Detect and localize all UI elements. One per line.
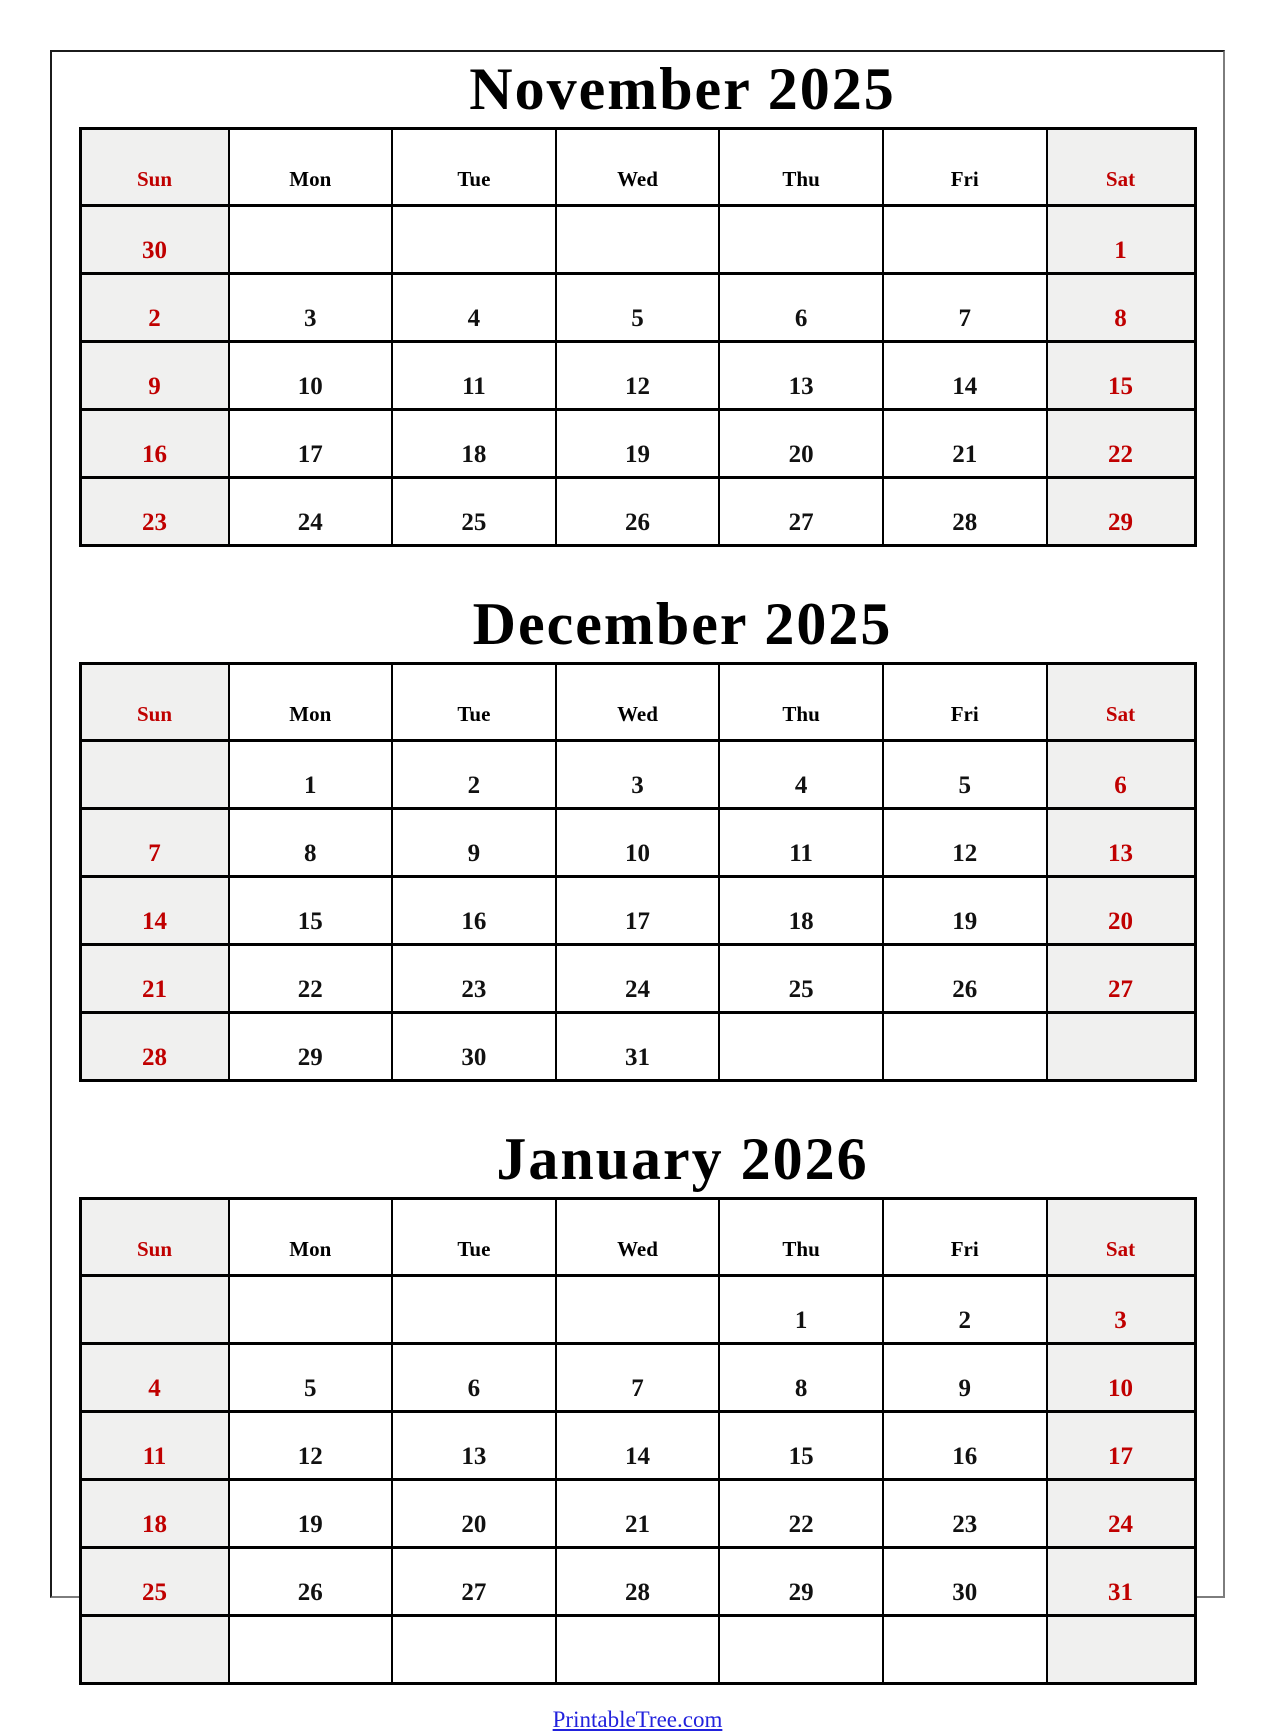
empty-day-cell <box>1047 1013 1196 1081</box>
day-cell-12: 12 <box>883 809 1047 877</box>
empty-day-cell <box>229 206 393 274</box>
footer-link[interactable]: PrintableTree.com <box>552 1707 723 1732</box>
week-row <box>80 478 1195 546</box>
day-cell-29: 29 <box>719 1548 883 1616</box>
day-cell-18: 18 <box>392 410 556 478</box>
day-cell-27: 27 <box>392 1548 556 1616</box>
day-cell-15: 15 <box>229 877 393 945</box>
day-cell-22: 22 <box>719 1480 883 1548</box>
empty-day-cell <box>556 206 720 274</box>
week-row <box>80 206 1195 274</box>
weekday-header-tue: Tue <box>392 129 556 206</box>
day-cell-29: 29 <box>229 1013 393 1081</box>
empty-day-cell <box>1047 1616 1196 1684</box>
day-cell-24: 24 <box>229 478 393 546</box>
empty-day-cell <box>719 1616 883 1684</box>
day-cell-19: 19 <box>883 877 1047 945</box>
calendar-title-december-2025: December 2025 <box>472 591 893 657</box>
empty-day-cell <box>556 1616 720 1684</box>
empty-day-cell <box>556 1276 720 1344</box>
week-row <box>80 1013 1195 1081</box>
day-cell-20: 20 <box>1047 877 1196 945</box>
day-cell-4: 4 <box>719 741 883 809</box>
day-cell-12: 12 <box>556 342 720 410</box>
weekday-header-fri: Fri <box>883 1199 1047 1276</box>
day-cell-31: 31 <box>1047 1548 1196 1616</box>
day-cell-10: 10 <box>1047 1344 1196 1412</box>
day-cell-2: 2 <box>80 274 229 342</box>
day-cell-23: 23 <box>883 1480 1047 1548</box>
week-row <box>80 945 1195 1013</box>
weekday-header-wed: Wed <box>556 1199 720 1276</box>
day-cell-23: 23 <box>80 478 229 546</box>
day-cell-6: 6 <box>392 1344 556 1412</box>
day-cell-21: 21 <box>556 1480 720 1548</box>
weekday-header-sat: Sat <box>1047 1199 1196 1276</box>
day-cell-1: 1 <box>229 741 393 809</box>
weekday-header-sun: Sun <box>80 1199 229 1276</box>
day-cell-28: 28 <box>883 478 1047 546</box>
week-row <box>80 1548 1195 1616</box>
weekday-header-sat: Sat <box>1047 129 1196 206</box>
empty-day-cell <box>80 1616 229 1684</box>
empty-day-cell <box>80 1276 229 1344</box>
week-row <box>80 342 1195 410</box>
day-cell-30: 30 <box>392 1013 556 1081</box>
calendar-title-november-2025: November 2025 <box>469 56 896 122</box>
weekday-header-sun: Sun <box>80 664 229 741</box>
day-cell-7: 7 <box>883 274 1047 342</box>
weekday-header-mon: Mon <box>229 1199 393 1276</box>
weekday-header-mon: Mon <box>229 129 393 206</box>
day-cell-9: 9 <box>80 342 229 410</box>
week-row <box>80 1276 1195 1344</box>
day-cell-22: 22 <box>229 945 393 1013</box>
day-cell-18: 18 <box>719 877 883 945</box>
week-row <box>80 1616 1195 1684</box>
week-row <box>80 1412 1195 1480</box>
day-cell-26: 26 <box>229 1548 393 1616</box>
week-row <box>80 1344 1195 1412</box>
day-cell-13: 13 <box>719 342 883 410</box>
day-cell-10: 10 <box>556 809 720 877</box>
day-cell-24: 24 <box>1047 1480 1196 1548</box>
weekday-header-wed: Wed <box>556 664 720 741</box>
day-cell-21: 21 <box>80 945 229 1013</box>
day-cell-9: 9 <box>883 1344 1047 1412</box>
calendar-november-2025 <box>52 58 1223 547</box>
day-cell-25: 25 <box>80 1548 229 1616</box>
week-row <box>80 410 1195 478</box>
day-cell-8: 8 <box>719 1344 883 1412</box>
day-cell-4: 4 <box>80 1344 229 1412</box>
day-cell-17: 17 <box>556 877 720 945</box>
day-cell-2: 2 <box>883 1276 1047 1344</box>
weekday-header-fri: Fri <box>883 664 1047 741</box>
weekday-header-row <box>80 1199 1195 1276</box>
day-cell-13: 13 <box>392 1412 556 1480</box>
weekday-header-tue: Tue <box>392 1199 556 1276</box>
day-cell-29: 29 <box>1047 478 1196 546</box>
weekday-header-thu: Thu <box>719 1199 883 1276</box>
day-cell-4: 4 <box>392 274 556 342</box>
empty-day-cell <box>229 1616 393 1684</box>
weekday-header-thu: Thu <box>719 129 883 206</box>
empty-day-cell <box>719 1013 883 1081</box>
day-cell-13: 13 <box>1047 809 1196 877</box>
day-cell-9: 9 <box>392 809 556 877</box>
calendar-table-january-2026 <box>79 1197 1197 1685</box>
day-cell-5: 5 <box>556 274 720 342</box>
empty-day-cell <box>392 206 556 274</box>
day-cell-17: 17 <box>1047 1412 1196 1480</box>
day-cell-16: 16 <box>392 877 556 945</box>
empty-day-cell <box>392 1276 556 1344</box>
day-cell-11: 11 <box>80 1412 229 1480</box>
week-row <box>80 741 1195 809</box>
day-cell-19: 19 <box>556 410 720 478</box>
day-cell-24: 24 <box>556 945 720 1013</box>
day-cell-21: 21 <box>883 410 1047 478</box>
weekday-header-row <box>80 129 1195 206</box>
day-cell-11: 11 <box>392 342 556 410</box>
day-cell-1: 1 <box>719 1276 883 1344</box>
weekday-header-fri: Fri <box>883 129 1047 206</box>
day-cell-1: 1 <box>1047 206 1196 274</box>
calendar-table-december-2025 <box>79 662 1197 1082</box>
weekday-header-wed: Wed <box>556 129 720 206</box>
day-cell-27: 27 <box>1047 945 1196 1013</box>
week-row <box>80 877 1195 945</box>
day-cell-15: 15 <box>1047 342 1196 410</box>
day-cell-3: 3 <box>229 274 393 342</box>
day-cell-22: 22 <box>1047 410 1196 478</box>
day-cell-14: 14 <box>556 1412 720 1480</box>
week-row <box>80 809 1195 877</box>
day-cell-5: 5 <box>883 741 1047 809</box>
day-cell-15: 15 <box>719 1412 883 1480</box>
day-cell-17: 17 <box>229 410 393 478</box>
day-cell-26: 26 <box>556 478 720 546</box>
day-cell-12: 12 <box>229 1412 393 1480</box>
day-cell-20: 20 <box>719 410 883 478</box>
week-row <box>80 1480 1195 1548</box>
empty-day-cell <box>883 1616 1047 1684</box>
day-cell-19: 19 <box>229 1480 393 1548</box>
day-cell-31: 31 <box>556 1013 720 1081</box>
calendar-december-2025 <box>52 593 1223 1082</box>
weekday-header-thu: Thu <box>719 664 883 741</box>
day-cell-10: 10 <box>229 342 393 410</box>
day-cell-27: 27 <box>719 478 883 546</box>
empty-day-cell <box>883 206 1047 274</box>
day-cell-25: 25 <box>392 478 556 546</box>
day-cell-14: 14 <box>883 342 1047 410</box>
day-cell-6: 6 <box>1047 741 1196 809</box>
day-cell-7: 7 <box>556 1344 720 1412</box>
page-border-frame <box>50 50 1225 1732</box>
day-cell-26: 26 <box>883 945 1047 1013</box>
day-cell-25: 25 <box>719 945 883 1013</box>
day-cell-18: 18 <box>80 1480 229 1548</box>
day-cell-30: 30 <box>80 206 229 274</box>
day-cell-8: 8 <box>1047 274 1196 342</box>
day-cell-3: 3 <box>1047 1276 1196 1344</box>
empty-day-cell <box>229 1276 393 1344</box>
empty-day-cell <box>392 1616 556 1684</box>
weekday-header-sun: Sun <box>80 129 229 206</box>
day-cell-30: 30 <box>883 1548 1047 1616</box>
day-cell-28: 28 <box>80 1013 229 1081</box>
empty-day-cell <box>719 206 883 274</box>
weekday-header-row <box>80 664 1195 741</box>
day-cell-7: 7 <box>80 809 229 877</box>
footer <box>52 1707 1223 1733</box>
day-cell-5: 5 <box>229 1344 393 1412</box>
calendar-january-2026 <box>52 1128 1223 1685</box>
calendar-title-january-2026: January 2026 <box>496 1126 869 1192</box>
day-cell-11: 11 <box>719 809 883 877</box>
day-cell-16: 16 <box>80 410 229 478</box>
weekday-header-sat: Sat <box>1047 664 1196 741</box>
day-cell-23: 23 <box>392 945 556 1013</box>
weekday-header-mon: Mon <box>229 664 393 741</box>
empty-day-cell <box>883 1013 1047 1081</box>
weekday-header-tue: Tue <box>392 664 556 741</box>
day-cell-14: 14 <box>80 877 229 945</box>
day-cell-8: 8 <box>229 809 393 877</box>
day-cell-20: 20 <box>392 1480 556 1548</box>
week-row <box>80 274 1195 342</box>
day-cell-2: 2 <box>392 741 556 809</box>
calendar-table-november-2025 <box>79 127 1197 547</box>
empty-day-cell <box>80 741 229 809</box>
day-cell-6: 6 <box>719 274 883 342</box>
day-cell-3: 3 <box>556 741 720 809</box>
day-cell-16: 16 <box>883 1412 1047 1480</box>
day-cell-28: 28 <box>556 1548 720 1616</box>
